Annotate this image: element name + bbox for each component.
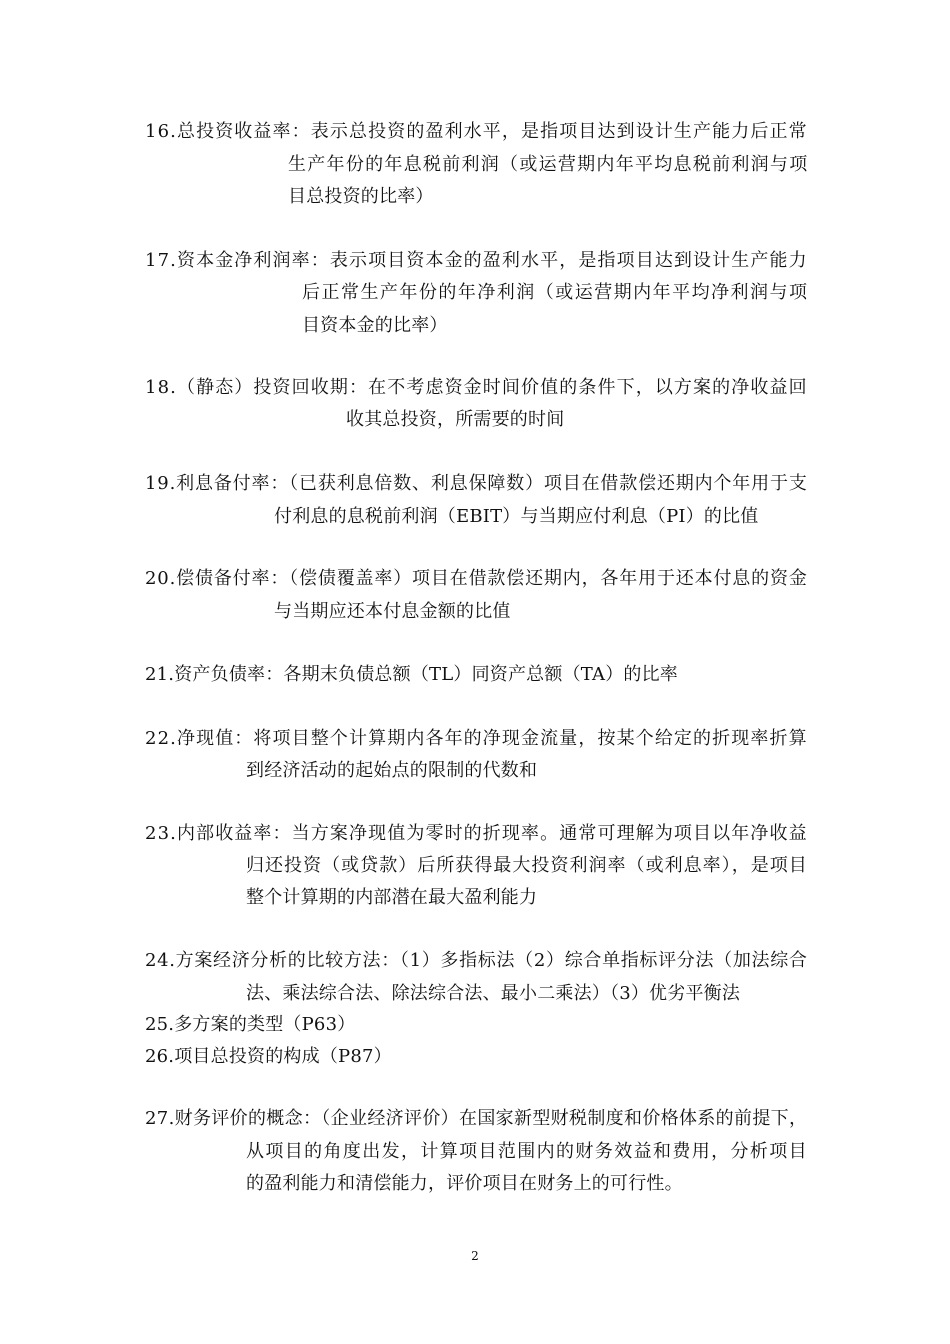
entry-16-line-3: 目总投资的比率） <box>288 186 434 207</box>
entry-22-line-2: 到经济活动的起始点的限制的代数和 <box>246 760 538 781</box>
entry-24-line-1: 24.方案经济分析的比较方法：（1）多指标法（2）综合单指标评分法（加法综合 <box>145 950 808 971</box>
entry-21-line-1: 21.资产负债率：各期末负债总额（TL）同资产总额（TA）的比率 <box>145 664 679 685</box>
entry-26-line-1: 26.项目总投资的构成（P87） <box>145 1046 392 1067</box>
entry-19-line-1: 19.利息备付率：（已获利息倍数、利息保障数）项目在借款偿还期内个年用于支 <box>145 473 808 494</box>
entry-20-line-1: 20.偿债备付率：（偿债覆盖率）项目在借款偿还期内，各年用于还本付息的资金 <box>145 568 808 589</box>
entry-16-line-1: 16.总投资收益率：表示总投资的盈利水平，是指项目达到设计生产能力后正常 <box>145 121 808 142</box>
entry-24-line-2: 法、乘法综合法、除法综合法、最小二乘法）（3）优劣平衡法 <box>246 983 741 1004</box>
entry-23-line-3: 整个计算期的内部潜在最大盈利能力 <box>246 887 538 908</box>
entry-18-line-1: 18.（静态）投资回收期：在不考虑资金时间价值的条件下，以方案的净收益回 <box>145 377 808 398</box>
entry-20-line-2: 与当期应还本付息金额的比值 <box>274 601 511 622</box>
entry-17-line-3: 目资本金的比率） <box>302 315 448 336</box>
page-number: 2 <box>471 1249 479 1263</box>
entry-23-line-2: 归还投资（或贷款）后所获得最大投资利润率（或利息率），是项目 <box>246 855 808 876</box>
entry-17-line-2: 后正常生产年份的年净利润（或运营期内年平均净利润与项 <box>302 282 809 303</box>
entry-19-line-2: 付利息的息税前利润（EBIT）与当期应付利息（PI）的比值 <box>274 506 759 527</box>
entry-27-line-3: 的盈利能力和清偿能力，评价项目在财务上的可行性。 <box>246 1173 683 1194</box>
entry-16-line-2: 生产年份的年息税前利润（或运营期内年平均息税前利润与项 <box>288 154 809 175</box>
entry-17-line-1: 17.资本金净利润率：表示项目资本金的盈利水平，是指项目达到设计生产能力 <box>145 250 808 271</box>
entry-18-line-2: 收其总投资，所需要的时间 <box>346 409 565 430</box>
entry-22-line-1: 22.净现值：将项目整个计算期内各年的净现金流量，按某个给定的折现率折算 <box>145 728 808 749</box>
entry-27-line-1: 27.财务评价的概念：（企业经济评价）在国家新型财税制度和价格体系的前提下， <box>145 1108 808 1129</box>
entry-27-line-2: 从项目的角度出发，计算项目范围内的财务效益和费用，分析项目 <box>246 1141 808 1162</box>
entry-23-line-1: 23.内部收益率：当方案净现值为零时的折现率。通常可理解为项目以年净收益 <box>145 823 808 844</box>
entry-25-line-1: 25.多方案的类型（P63） <box>145 1014 356 1035</box>
